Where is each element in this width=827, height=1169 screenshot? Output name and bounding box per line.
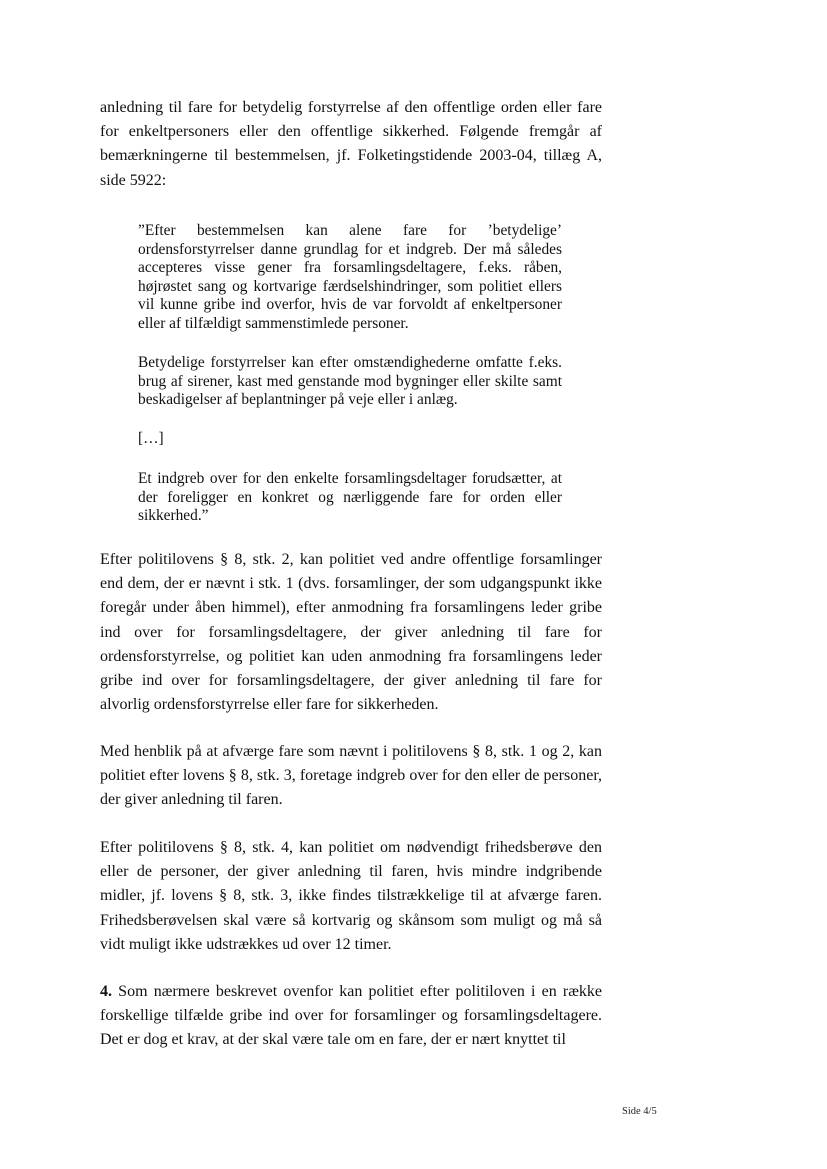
- section-number: 4.: [100, 983, 112, 1000]
- quote-paragraph-1: ”Efter bestemmelsen kan alene fare for ’betydelige’ ordensforstyrrelser danne grundlag for et indgreb. Der må således accepteres visse gener fra forsamlingsdeltagere, f.eks. råben, højrøstet sang og kortvarige færdselshindringer, som politiet ellers vil kunne gribe ind overfor, hvis de var forvoldt af enkeltpersoner eller af tilfældigt sammenstimlede personer.: [138, 222, 562, 332]
- page-number: Side 4/5: [622, 1106, 657, 1117]
- quote-paragraph-2: Betydelige forstyrrelser kan efter omstændighederne omfatte f.eks. brug af sirener, kast med genstande mod bygninger eller skilte samt beskadigelser af beplantninger på veje eller i anlæg.: [138, 354, 562, 409]
- paragraph-stk4: Efter politilovens § 8, stk. 4, kan politiet om nødvendigt frihedsberøve den eller de personer, der giver anledning til faren, hvis mindre indgribende midler, jf. lovens § 8, stk. 3, ikke findes tilstrækkelige til at afværge faren. Frihedsberøvelsen skal være så kortvarig og skånsom som muligt og må så vidt muligt ikke udstrækkes ud over 12 timer.: [100, 839, 602, 953]
- quote-ellipsis: […]: [138, 430, 164, 447]
- section-4-text: Som nærmere beskrevet ovenfor kan politiet efter politiloven i en række forskellige tilfælde gribe ind over for forsamlinger og forsamlingsdeltagere. Det er dog et krav, at der skal være tale om en fare, der er nært knyttet til: [100, 983, 602, 1049]
- paragraph-stk3: Med henblik på at afværge fare som nævnt i politilovens § 8, stk. 1 og 2, kan politiet efter lovens § 8, stk. 3, foretage indgreb over for den eller de personer, der giver anledning til faren.: [100, 743, 602, 809]
- paragraph-intro: anledning til fare for betydelig forstyrrelse af den offentlige orden eller fare for enkeltpersoners eller den offentlige sikkerhed. Følgende fremgår af bemærkningerne til bestemmelsen, jf. Folketingstidende 2003-04, tillæg A, side 5922:: [100, 99, 602, 189]
- paragraph-section-4: [100, 980, 602, 1053]
- paragraph-stk2: Efter politilovens § 8, stk. 2, kan politiet ved andre offentlige forsamlinger end dem, der er nævnt i stk. 1 (dvs. forsamlinger, der som udgangspunkt ikke foregår under åben himmel), efter anmodning fra forsamlingens leder gribe ind over for forsamlingsdeltagere, der giver anledning til fare for ordensforstyrrelse, og politiet kan uden anmodning fra forsamlingens leder gribe ind over for forsamlingsdeltagere, der giver anledning til fare for alvorlig ordensforstyrrelse eller fare for sikkerheden.: [100, 551, 602, 714]
- quote-paragraph-3: Et indgreb over for den enkelte forsamlingsdeltager forudsætter, at der foreligger en konkret og nærliggende fare for orden eller sikkerhed.”: [138, 470, 562, 525]
